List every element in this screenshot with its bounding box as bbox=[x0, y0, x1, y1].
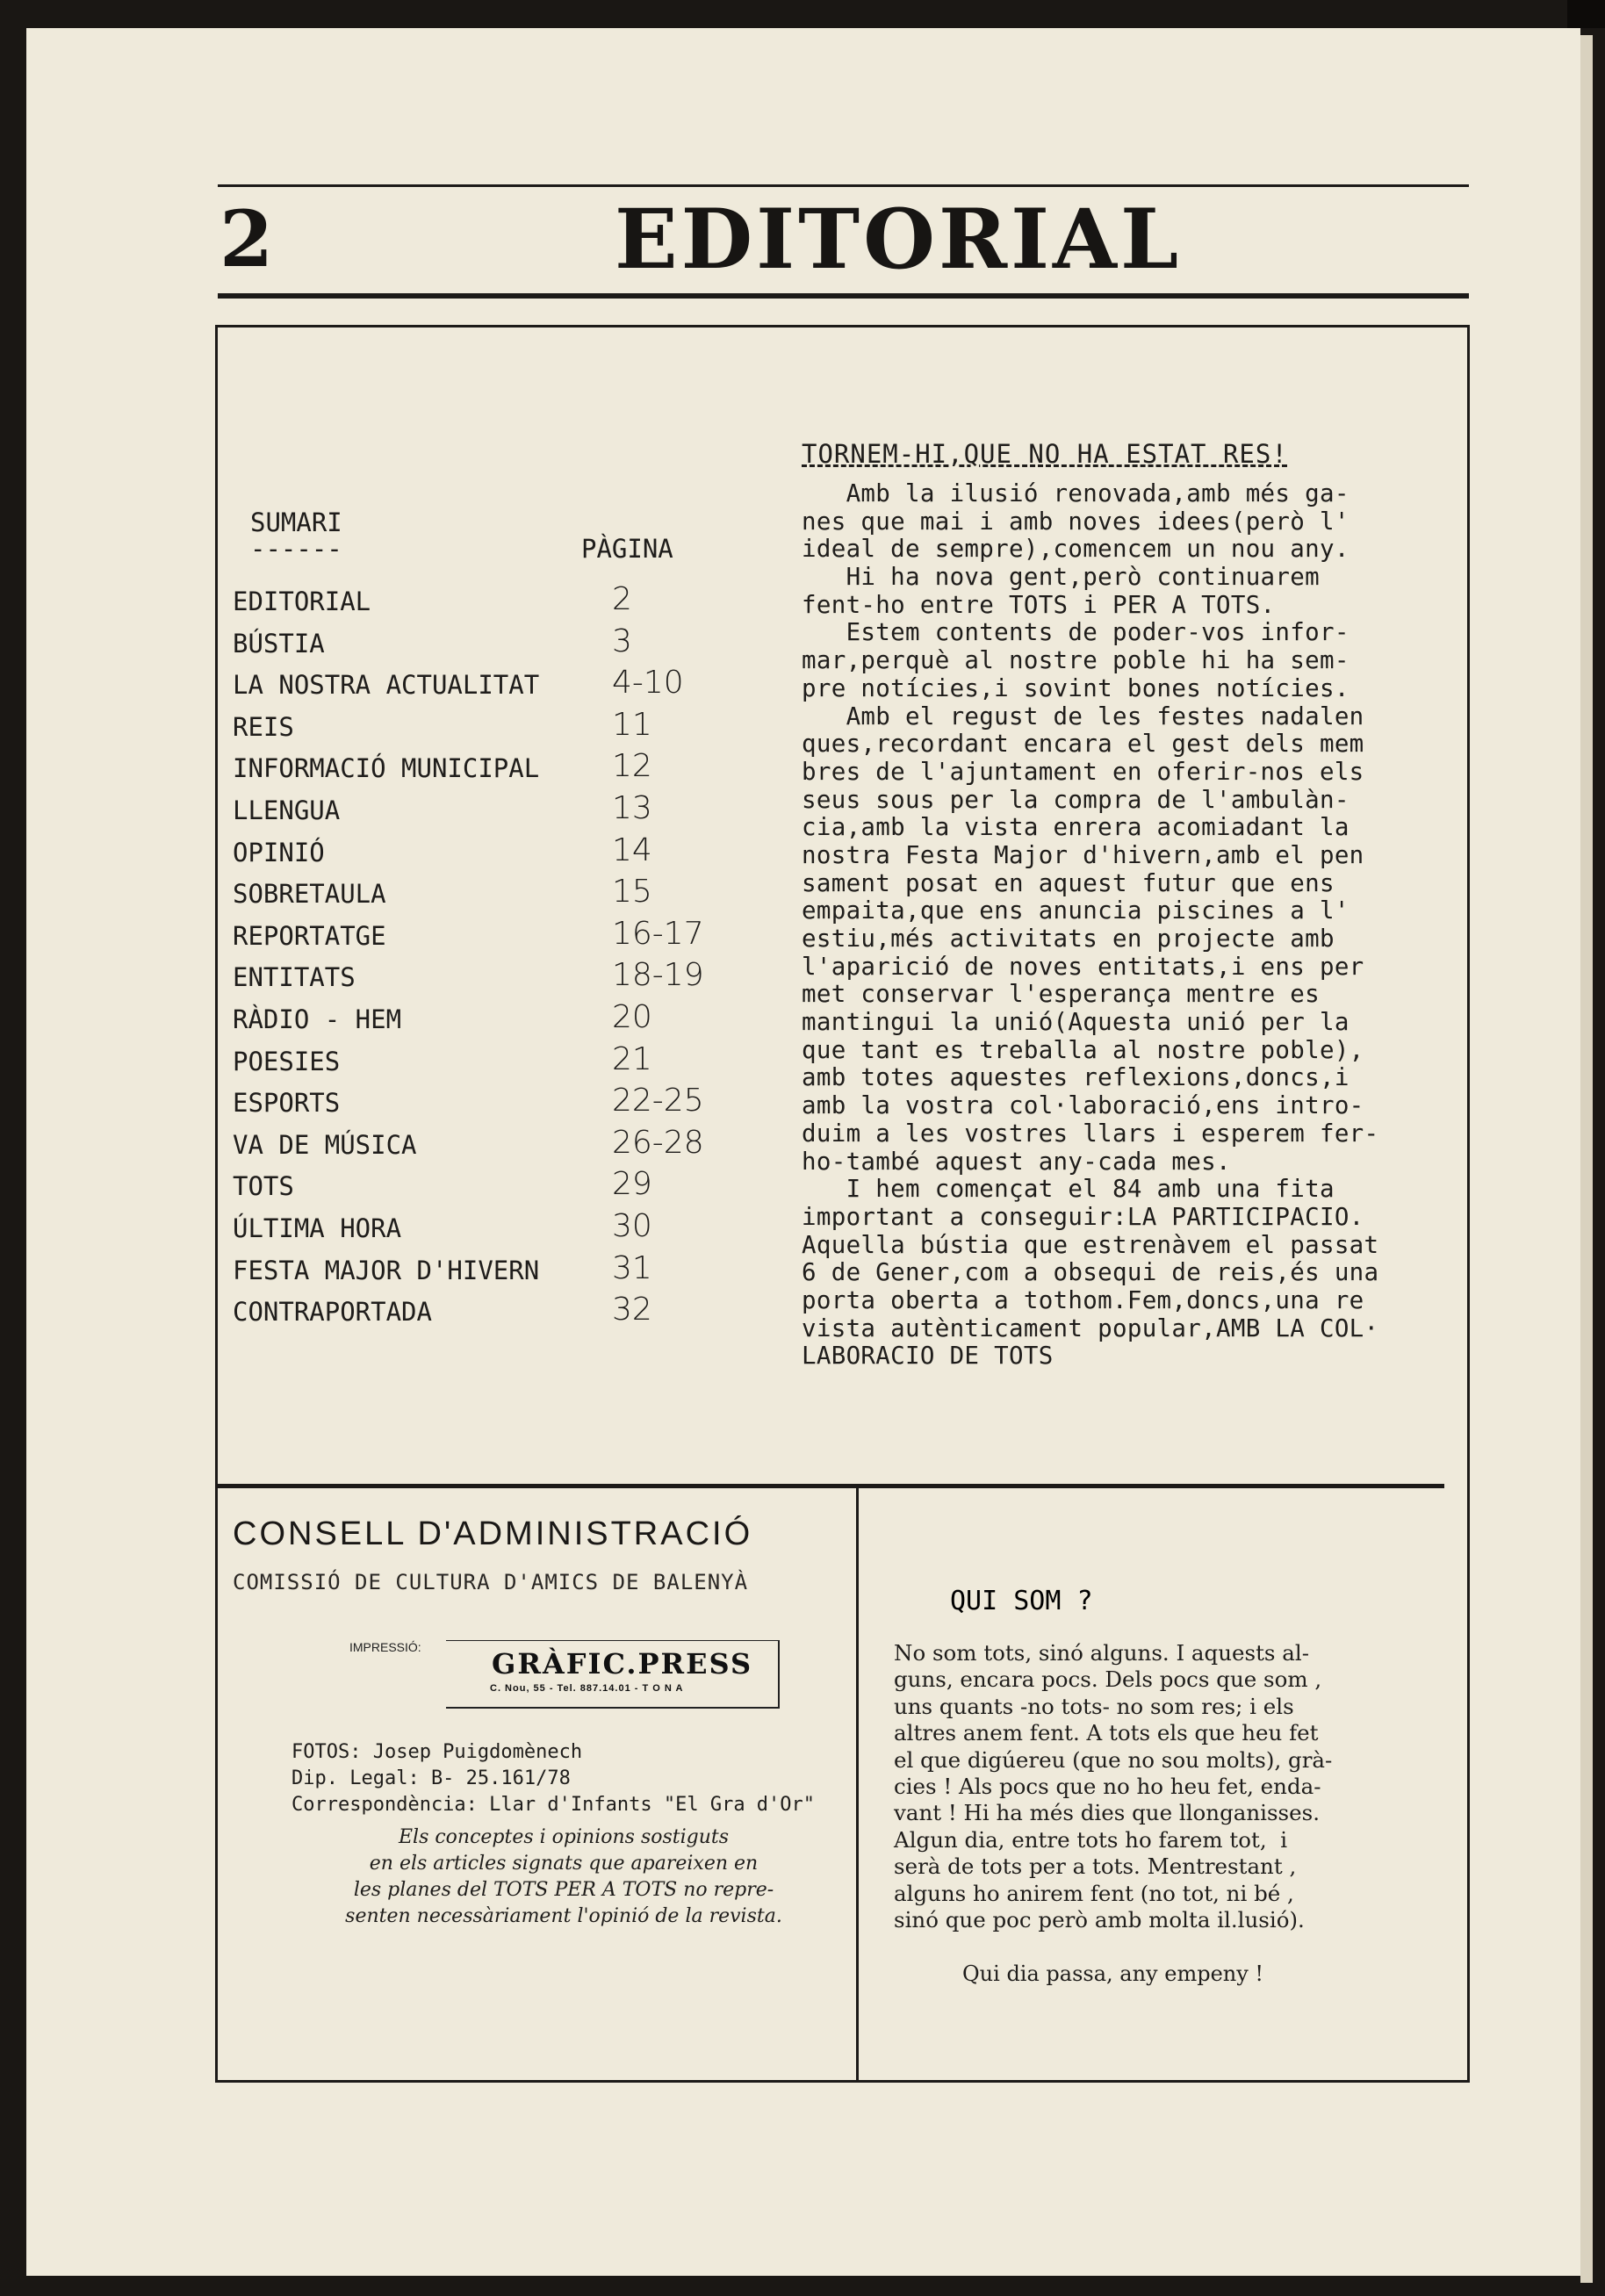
summary-row bbox=[233, 665, 724, 712]
page-number: 2 bbox=[220, 193, 274, 284]
summary-item-page: 2 bbox=[612, 581, 632, 617]
summary-item-label: OPINIÓ bbox=[233, 837, 325, 867]
editorial-line: bres de l'ajuntament en oferir-nos els bbox=[802, 757, 1364, 786]
who-we-are-line: serà de tots per a tots. Mentrestant , bbox=[894, 1853, 1297, 1880]
summary-item-label: ESPORTS bbox=[233, 1088, 341, 1119]
summary-item-page: 4-10 bbox=[612, 665, 684, 702]
council-subtitle: COMISSIÓ DE CULTURA D'AMICS DE BALENYÀ bbox=[233, 1570, 749, 1594]
summary-row bbox=[233, 1207, 724, 1256]
summary-item-label: POESIES bbox=[233, 1046, 341, 1076]
summary-item-label: SOBRETAULA bbox=[233, 879, 386, 910]
who-we-are-text bbox=[894, 1640, 1465, 1933]
summary-item-page: 14 bbox=[612, 831, 652, 868]
editorial-line: Amb la ilusió renovada,amb més ga- bbox=[802, 479, 1349, 507]
editorial-line: pre notícies,i sovint bones notícies. bbox=[802, 673, 1349, 702]
summary-item-page: 31 bbox=[612, 1249, 652, 1286]
editorial-line: LABORACIO DE TOTS bbox=[802, 1342, 1054, 1371]
summary-item-page: 16-17 bbox=[612, 915, 704, 952]
summary-row bbox=[233, 915, 724, 963]
summary-row bbox=[233, 874, 724, 921]
summary-row bbox=[233, 1249, 724, 1298]
scan-corner bbox=[1567, 0, 1605, 28]
summary-item-page: 18-19 bbox=[612, 957, 704, 994]
summary-item-label: LLENGUA bbox=[233, 795, 341, 825]
editorial-line: Estem contents de poder-vos infor- bbox=[802, 618, 1349, 647]
summary-item-page: 30 bbox=[612, 1207, 652, 1244]
editorial-line: mantingui la unió(Aquesta unió per la bbox=[802, 1008, 1349, 1037]
editorial-line: l'aparició de noves entitats,i ens per bbox=[802, 952, 1364, 981]
summary-item-page: 26-28 bbox=[612, 1124, 704, 1161]
council-title: CONSELL D'ADMINISTRACIÓ bbox=[233, 1515, 753, 1552]
who-we-are-line: uns quants -no tots- no som res; i els bbox=[894, 1693, 1294, 1719]
editorial-line: vista autènticament popular,AMB LA COL· bbox=[802, 1314, 1379, 1342]
editorial-line: empaita,que ens anuncia piscines a l' bbox=[802, 896, 1349, 925]
editorial-line: estiu,més activitats en projecte amb bbox=[802, 925, 1335, 953]
who-we-are-line: altres anem fent. A tots els que heu fet bbox=[894, 1720, 1319, 1746]
summary-underline: ------ bbox=[250, 534, 342, 564]
editorial-line: mar,perquè al nostre poble hi ha sem- bbox=[802, 646, 1349, 675]
summary-item-page: 12 bbox=[612, 748, 652, 785]
summary-row bbox=[233, 831, 724, 880]
credit-line: Dip. Legal: B- 25.161/78 bbox=[291, 1767, 571, 1789]
printer-address: C. Nou, 55 - Tel. 887.14.01 - T O N A bbox=[490, 1683, 684, 1694]
summary-item-label: ENTITATS bbox=[233, 962, 356, 993]
summary-item-page: 32 bbox=[612, 1292, 652, 1328]
summary-item-label: INFORMACIÓ MUNICIPAL bbox=[233, 753, 540, 784]
editorial-line: que tant es treballa al nostre poble), bbox=[802, 1035, 1364, 1064]
editorial-line: I hem començat el 84 amb una fita bbox=[802, 1175, 1335, 1204]
summary-row bbox=[233, 623, 724, 671]
editorial-line: ideal de sempre),comencem un nou any. bbox=[802, 535, 1349, 564]
editorial-line: Aquella bústia que estrenàvem el passat bbox=[802, 1230, 1379, 1259]
summary-item-label: FESTA MAJOR D'HIVERN bbox=[233, 1255, 540, 1285]
page-title: EDITORIAL bbox=[615, 191, 1183, 288]
who-we-are-line: Algun dia, entre tots ho farem tot, i bbox=[894, 1826, 1288, 1853]
credit-line: FOTOS: Josep Puigdomènech bbox=[291, 1741, 583, 1763]
summary-item-label: ÚLTIMA HORA bbox=[233, 1213, 402, 1243]
summary-item-label: TOTS bbox=[233, 1171, 294, 1202]
printer-label: IMPRESSIÓ: bbox=[349, 1640, 421, 1654]
disclaimer-line: Els conceptes i opinions sostiguts bbox=[398, 1826, 730, 1848]
editorial-line: sament posat en aquest futur que ens bbox=[802, 868, 1335, 897]
summary-list bbox=[233, 581, 724, 1339]
editorial-line: Hi ha nova gent,però continuarem bbox=[802, 563, 1320, 592]
summary-item-page: 20 bbox=[612, 998, 652, 1035]
editorial-heading: TORNEM-HI,QUE NO HA ESTAT RES! bbox=[802, 439, 1288, 469]
summary-item-page: 3 bbox=[612, 623, 632, 659]
who-we-are-line: alguns ho anirem fent (no tot, ni bé , bbox=[894, 1880, 1294, 1906]
who-we-are-line: el que digúereu (que no sou molts), grà- bbox=[894, 1746, 1333, 1773]
editorial-line: fent-ho entre TOTS i PER A TOTS. bbox=[802, 590, 1276, 619]
summary-row bbox=[233, 998, 724, 1047]
editorial-line: nes que mai i amb noves idees(però l' bbox=[802, 507, 1349, 536]
credit-line: Correspondència: Llar d'Infants "El Gra d'Or" bbox=[291, 1794, 816, 1816]
summary-row bbox=[233, 581, 724, 629]
who-we-are-line: vant ! Hi ha més dies que llonganisses. bbox=[894, 1800, 1320, 1826]
credits bbox=[291, 1741, 815, 1820]
disclaimer-line: senten necessàriament l'opinió de la revista. bbox=[345, 1905, 782, 1927]
who-we-are-line: cies ! Als pocs que no ho heu fet, enda- bbox=[894, 1773, 1321, 1799]
editorial-line: seus sous per la compra de l'ambulàn- bbox=[802, 785, 1349, 814]
summary-row bbox=[233, 1040, 724, 1089]
editorial-line: duim a les vostres llars i esperem fer- bbox=[802, 1119, 1379, 1148]
summary-item-label: VA DE MÚSICA bbox=[233, 1129, 417, 1160]
editorial-line: amb totes aquestes reflexions,doncs,i bbox=[802, 1063, 1349, 1092]
summary-item-label: REIS bbox=[233, 711, 294, 742]
header-rule-top bbox=[218, 184, 1469, 187]
summary-item-label: LA NOSTRA ACTUALITAT bbox=[233, 670, 540, 701]
disclaimer-line: les planes del TOTS PER A TOTS no repre- bbox=[353, 1879, 774, 1901]
editorial-line: amb la vostra col·laboració,ens intro- bbox=[802, 1091, 1364, 1120]
summary-item-label: REPORTATGE bbox=[233, 920, 386, 951]
editorial-line: porta oberta a tothom.Fem,doncs,una re bbox=[802, 1285, 1364, 1314]
summary-item-label: EDITORIAL bbox=[233, 587, 371, 616]
page-edge bbox=[1580, 35, 1593, 2283]
printer-logo: GRÀFIC.PRESS bbox=[492, 1647, 753, 1681]
section-divider bbox=[218, 1484, 1444, 1488]
editorial-line: important a conseguir:LA PARTICIPACIO. bbox=[802, 1202, 1364, 1231]
summary-item-page: 22-25 bbox=[612, 1083, 704, 1119]
summary-row bbox=[233, 1083, 724, 1130]
who-we-are-closing: Qui dia passa, any empeny ! bbox=[962, 1961, 1264, 1986]
editorial-line: cia,amb la vista enrera acomiadant la bbox=[802, 813, 1349, 842]
editorial-text bbox=[802, 439, 1451, 1370]
summary-item-page: 11 bbox=[612, 706, 652, 743]
summary-row bbox=[233, 706, 724, 754]
summary-row bbox=[233, 1166, 724, 1213]
who-we-are-line: sinó que poc però amb molta il.lusió). bbox=[894, 1906, 1305, 1933]
summary-item-page: 29 bbox=[612, 1166, 652, 1203]
editorial-line: ques,recordant encara el gest dels mem bbox=[802, 730, 1364, 759]
editorial-line: met conservar l'esperança mentre es bbox=[802, 980, 1320, 1009]
editorial-line: 6 de Gener,com a obsequi de reis,és una bbox=[802, 1258, 1379, 1287]
editorial-line: nostra Festa Major d'hivern,amb el pen bbox=[802, 840, 1364, 869]
summary-row bbox=[233, 789, 724, 838]
summary-row bbox=[233, 1292, 724, 1339]
disclaimer-line: en els articles signats que apareixen en bbox=[369, 1853, 759, 1875]
summary-row bbox=[233, 957, 724, 1004]
who-we-are-line: guns, encara pocs. Dels pocs que som , bbox=[894, 1666, 1322, 1693]
summary-item-page: 15 bbox=[612, 874, 652, 910]
who-we-are-title: QUI SOM ? bbox=[950, 1586, 1093, 1616]
header-rule-bottom bbox=[218, 293, 1469, 299]
summary-item-page: 21 bbox=[612, 1040, 652, 1077]
summary-page-header: PÀGINA bbox=[581, 534, 673, 564]
summary-item-label: CONTRAPORTADA bbox=[233, 1297, 432, 1328]
editorial-line: Amb el regust de les festes nadalen bbox=[802, 702, 1364, 731]
disclaimer bbox=[283, 1826, 845, 1932]
who-we-are-line: No som tots, sinó alguns. I aquests al- bbox=[894, 1640, 1310, 1666]
editorial-line: ho-també aquest any-cada mes. bbox=[802, 1147, 1231, 1176]
summary-title: SUMARI bbox=[250, 507, 342, 537]
summary-row bbox=[233, 1124, 724, 1172]
summary-row bbox=[233, 748, 724, 795]
summary-item-label: RÀDIO - HEM bbox=[233, 1004, 402, 1034]
summary-item-label: BÚSTIA bbox=[233, 628, 325, 659]
editorial-body bbox=[802, 479, 1451, 1370]
column-divider bbox=[856, 1488, 859, 2080]
summary-item-page: 13 bbox=[612, 789, 652, 826]
